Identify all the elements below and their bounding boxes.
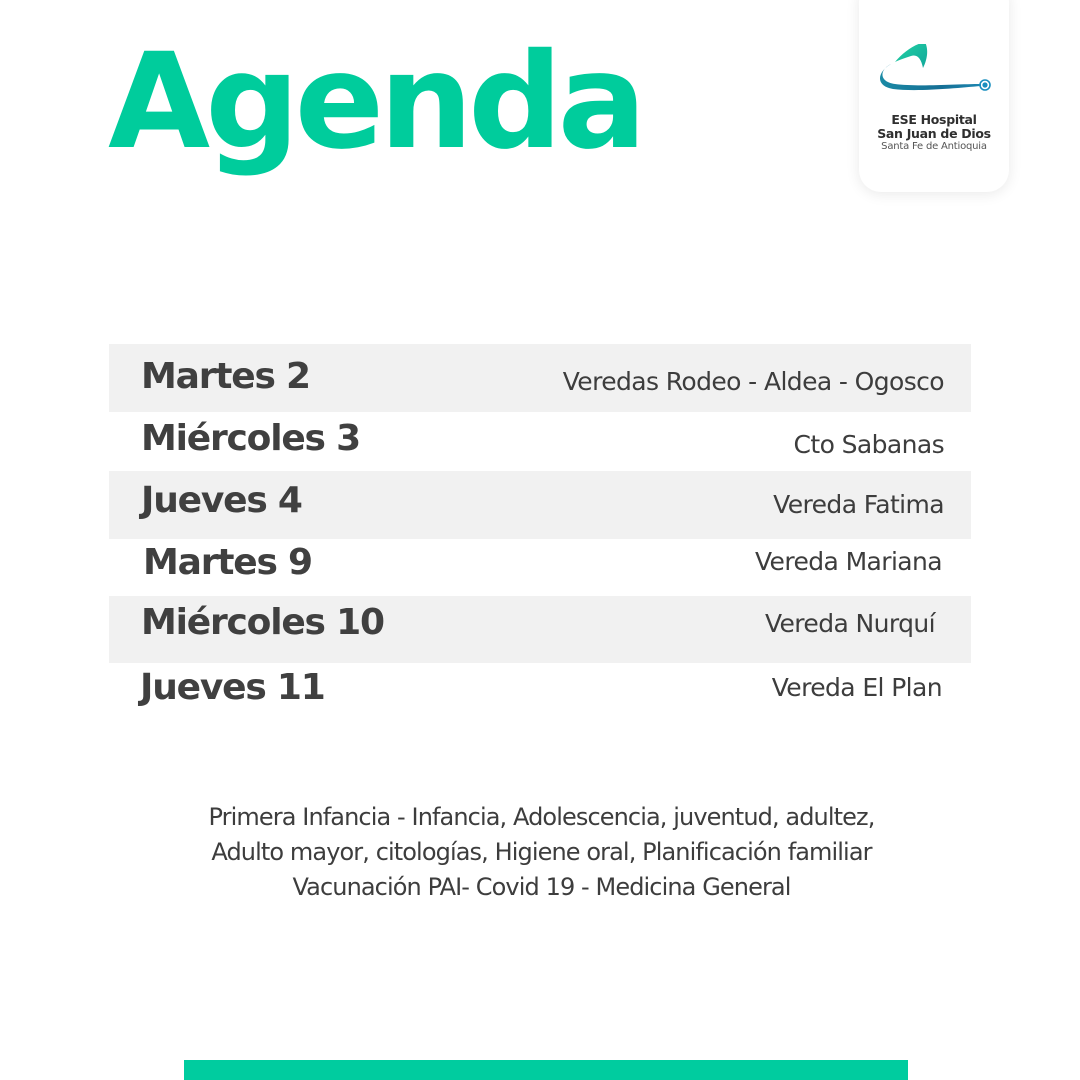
schedule-day: Martes 9	[143, 542, 312, 583]
schedule-row	[109, 539, 971, 596]
hospital-logo-icon	[877, 44, 993, 94]
page-title: Agenda	[108, 25, 642, 179]
schedule-row	[109, 344, 971, 412]
schedule-day: Miércoles 3	[141, 418, 360, 459]
logo-name-line1: ESE Hospital	[891, 112, 977, 127]
schedule-row	[109, 412, 971, 471]
logo-name-line2: San Juan de Dios	[877, 126, 991, 141]
services-line: Primera Infancia - Infancia, Adolescencia, juventud, adultez,	[208, 803, 875, 831]
schedule-row	[109, 596, 971, 663]
schedule-row	[109, 663, 971, 720]
schedule-table	[109, 344, 971, 720]
schedule-day: Martes 2	[141, 356, 310, 397]
services-list	[0, 800, 1080, 905]
logo-subtitle: Santa Fe de Antioquia	[881, 141, 987, 152]
schedule-row	[109, 471, 971, 539]
services-line: Vacunación PAI- Covid 19 - Medicina General	[292, 873, 791, 901]
schedule-day: Miércoles 10	[141, 602, 384, 643]
schedule-day: Jueves 4	[141, 480, 302, 521]
services-line: Adulto mayor, citologías, Higiene oral, Planificación familiar	[211, 838, 872, 866]
schedule-place: Vereda Fatima	[773, 490, 944, 519]
hospital-logo-card	[859, 0, 1009, 192]
schedule-place: Vereda Mariana	[755, 547, 942, 576]
schedule-day: Jueves 11	[140, 667, 325, 708]
schedule-place: Vereda Nurquí	[764, 609, 935, 638]
schedule-place: Cto Sabanas	[793, 430, 944, 459]
schedule-place: Vereda El Plan	[771, 673, 942, 702]
schedule-place: Veredas Rodeo - Aldea - Ogosco	[562, 367, 944, 396]
footer-accent-bar	[184, 1060, 908, 1080]
